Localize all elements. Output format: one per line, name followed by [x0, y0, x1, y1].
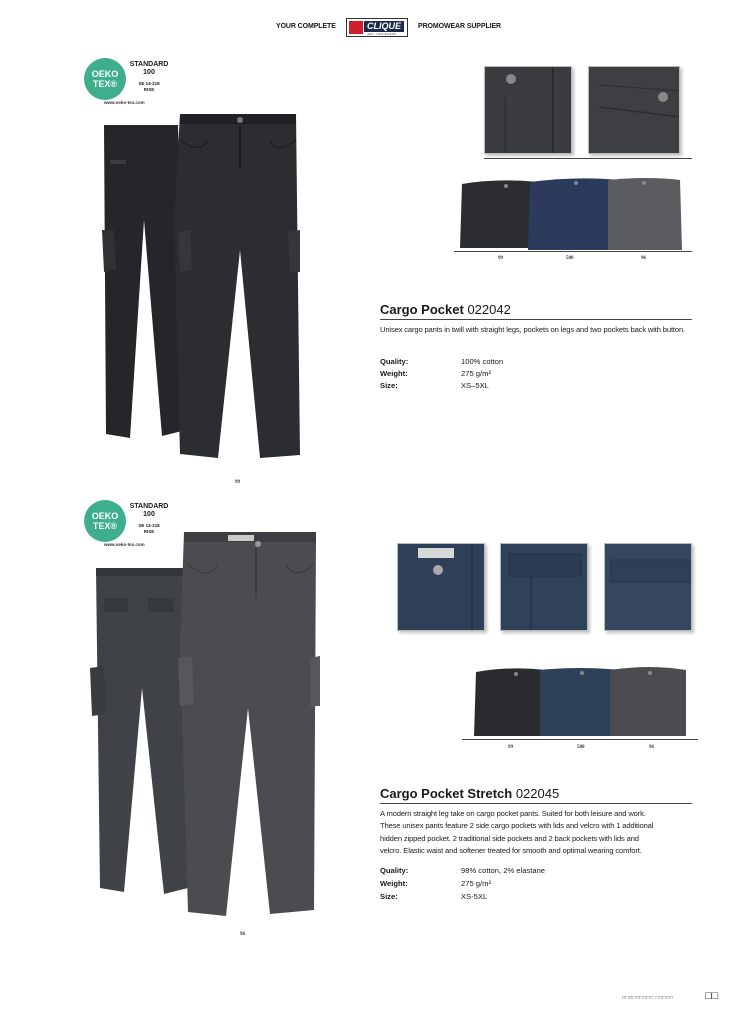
- swatch-label-2: 580: [566, 256, 574, 261]
- product2-detail-waistband: [397, 543, 485, 631]
- product1-color-swatches: [458, 176, 684, 252]
- product2-color-swatches: [470, 664, 690, 740]
- detail-image: [605, 544, 692, 631]
- detail-image: [398, 544, 485, 631]
- product2-spec-weight-value: 275 g/m²: [461, 879, 491, 888]
- swatch-label-1: 99: [498, 256, 503, 261]
- swatch-divider: [462, 739, 698, 740]
- product2-code: 022045: [515, 786, 560, 801]
- swatch-label-3: 96: [649, 745, 654, 750]
- product2-description: [380, 808, 700, 857]
- product1-title: [380, 302, 511, 317]
- product2-main-caption: 96: [240, 932, 245, 937]
- swatch-black: [474, 668, 546, 736]
- product2-detail-back-pocket: [604, 543, 692, 631]
- oeko-standard-label: STANDARD: [129, 61, 169, 68]
- swatch-grey: [610, 667, 686, 736]
- logo-subtext: SED. TRADEMARK: [367, 32, 397, 36]
- product2-title: [380, 786, 559, 801]
- oeko-circle: OEKO TEX®: [84, 58, 126, 100]
- product2-description-line: velcro. Elastic waist and softener treated for smooth and optimal wearing comfort.: [380, 845, 642, 855]
- swatch-divider: [454, 251, 692, 252]
- product1-main-image: [100, 100, 310, 465]
- oeko-code-number: SE 14-218: [138, 523, 160, 528]
- product1-spec-weight-label: Weight:: [380, 369, 408, 378]
- detail-divider: [484, 158, 692, 159]
- logo-red-block: [349, 21, 363, 34]
- product1-spec-quality-label: Quality:: [380, 357, 409, 366]
- product1-name: Cargo Pocket: [380, 302, 464, 317]
- oeko-standard: [129, 503, 169, 519]
- clique-logo: [346, 18, 408, 37]
- oeko-url: www.oeko-tex.com: [104, 542, 145, 547]
- product2-description-line: A modern straight leg take on cargo pocket pants. Suited for both leisure and work.: [380, 809, 646, 818]
- page-number: □□: [705, 990, 719, 1002]
- swatch-black: [460, 180, 540, 248]
- product2-description-line: These unisex pants feature 2 side cargo pockets with lids and velcro with 1 additional: [380, 821, 654, 831]
- product1-spec-size-label: Size:: [380, 381, 398, 390]
- swatch-navy: [540, 668, 622, 736]
- product1-description: Unisex cargo pants in twill with straight legs, pockets on legs and two pockets back with button.: [380, 325, 685, 334]
- swatch-label-3: 96: [641, 256, 646, 261]
- product2-spec-size-value: XS-5XL: [461, 892, 488, 901]
- product2-spec-size-label: Size:: [380, 892, 398, 901]
- swatch-grey: [608, 178, 682, 250]
- product2-title-rule: [380, 803, 692, 804]
- header-left-text: YOUR COMPLETE: [276, 23, 336, 30]
- product1-code: 022042: [467, 302, 511, 317]
- oeko-standard: [129, 61, 169, 77]
- product2-main-image: [88, 528, 324, 922]
- product1-main-caption: 99: [235, 480, 240, 485]
- oeko-circle: OEKO TEX®: [84, 500, 126, 542]
- detail-image: [501, 544, 588, 631]
- footer-text: □□□□□□□□□ □□□□□: [622, 995, 674, 1001]
- product2-spec-weight-label: Weight:: [380, 879, 408, 888]
- product1-spec-weight-value: 275 g/m²: [461, 369, 491, 378]
- product2-detail-cargo-pocket: [500, 543, 588, 631]
- product2-spec-quality-label: Quality:: [380, 866, 409, 875]
- product2-name: Cargo Pocket Stretch: [380, 786, 513, 801]
- product1-spec-size-value: XS–5XL: [461, 381, 489, 390]
- oeko-code: [129, 81, 169, 93]
- swatch-navy: [528, 178, 620, 250]
- swatch-label-2: 580: [577, 745, 585, 750]
- logo-text: CLIQUE: [364, 21, 404, 32]
- detail-image: [589, 67, 680, 154]
- swatch-label-1: 99: [508, 745, 513, 750]
- product2-spec-quality-value: 98% cotton, 2% elastane: [461, 866, 546, 875]
- product2-description-line: hidden zipped pocket. 2 traditional side pockets and 2 back pockets with lids and: [380, 833, 639, 843]
- oeko-url: www.oeko-tex.com: [104, 100, 145, 105]
- product1-spec-quality-value: 100% cotton: [461, 357, 504, 366]
- page-header: [0, 18, 754, 40]
- oeko-code-institute: RISE: [143, 87, 155, 92]
- product1-detail-back-pocket: [588, 66, 680, 154]
- header-right-text: PROMOWEAR SUPPLIER: [418, 23, 501, 30]
- oeko-code-number: SE 14-218: [138, 81, 160, 86]
- oeko-standard-number: 100: [143, 511, 155, 518]
- oeko-code-institute: RISE: [143, 529, 155, 534]
- product1-detail-pocket-button: [484, 66, 572, 154]
- product1-title-rule: [380, 319, 692, 320]
- oeko-standard-number: 100: [143, 69, 155, 76]
- detail-image: [485, 67, 572, 154]
- oeko-standard-label: STANDARD: [129, 503, 169, 510]
